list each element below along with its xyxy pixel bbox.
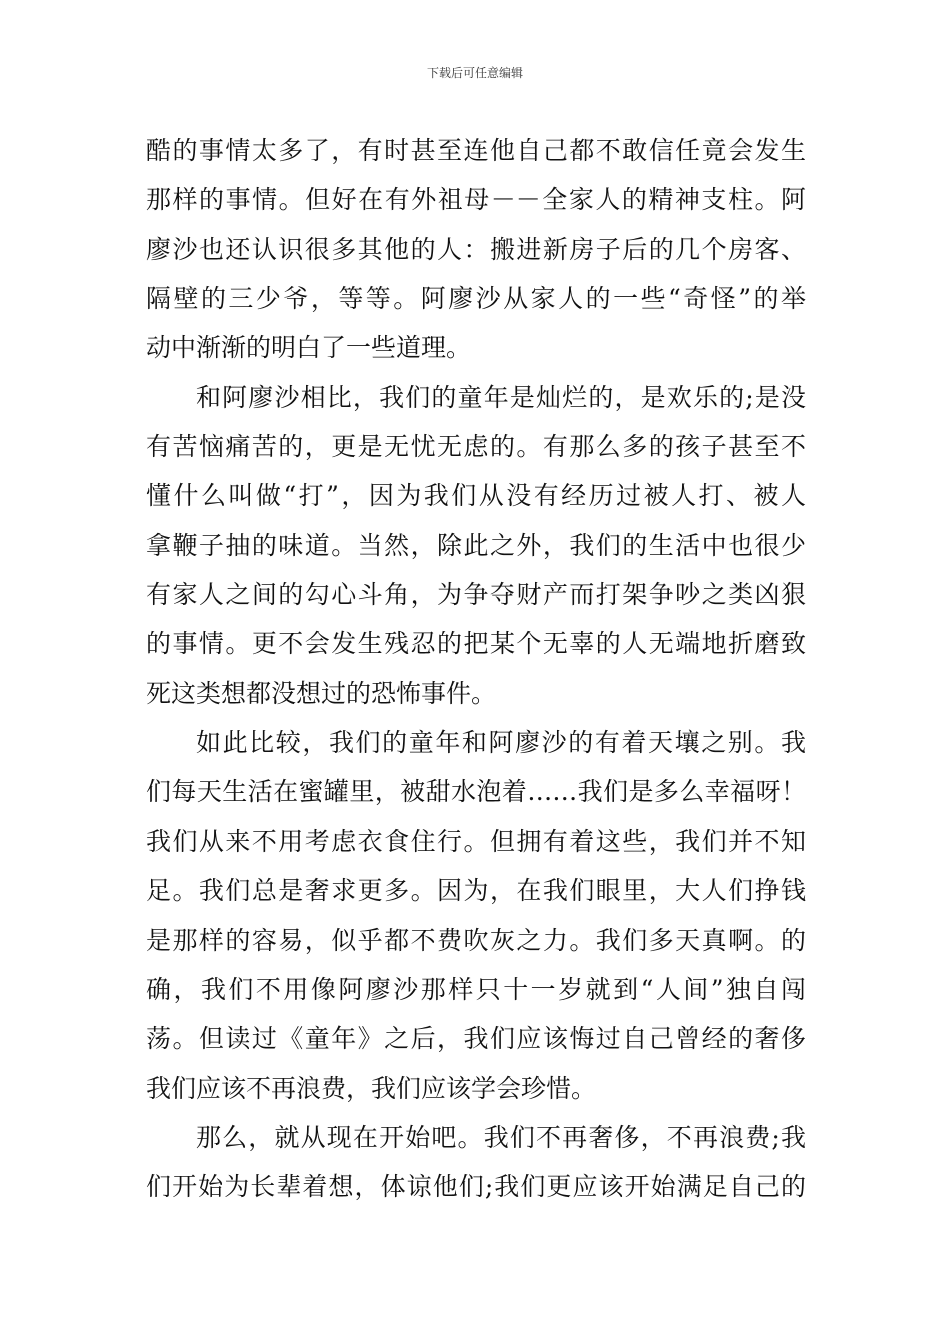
- paragraph: [146, 373, 806, 718]
- text-line: 的事情。更不会发生残忍的把某个无辜的人无端地折磨致: [146, 629, 806, 659]
- text-line: 那么，就从现在开始吧。我们不再奢侈，不再浪费;我: [196, 1122, 806, 1152]
- text-line: 廖沙也还认识很多其他的人：搬进新房子后的几个房客、: [146, 234, 806, 264]
- text-line: 荡。但读过《童年》之后，我们应该悔过自己曾经的奢侈: [146, 1024, 806, 1054]
- text-line: 隔壁的三少爷，等等。阿廖沙从家人的一些“奇怪”的举: [146, 284, 806, 314]
- text-line: 们每天生活在蜜罐里，被甜水泡着……我们是多么幸福呀！: [146, 777, 806, 807]
- text-line: 足。我们总是奢求更多。因为，在我们眼里，大人们挣钱: [146, 876, 806, 906]
- text-line: 我们从来不用考虑衣食住行。但拥有着这些，我们并不知: [146, 826, 806, 856]
- text-line: 那样的事情。但好在有外祖母－－全家人的精神支柱。阿: [146, 185, 806, 215]
- paragraph: [146, 1113, 806, 1212]
- text-line: 拿鞭子抽的味道。当然，除此之外，我们的生活中也很少: [146, 530, 806, 560]
- text-line: 懂什么叫做“打”，因为我们从没有经历过被人打、被人: [146, 481, 806, 511]
- text-line: 如此比较，我们的童年和阿廖沙的有着天壤之别。我: [196, 728, 806, 758]
- paragraph: [146, 718, 806, 1113]
- page-header: 下载后可任意编辑: [426, 66, 523, 80]
- text-line: 动中渐渐的明白了一些道理。: [146, 333, 472, 363]
- paragraph: [146, 126, 806, 373]
- text-line: 我们应该不再浪费，我们应该学会珍惜。: [146, 1073, 597, 1103]
- body-text: [146, 126, 806, 1212]
- text-line: 和阿廖沙相比，我们的童年是灿烂的，是欢乐的;是没: [196, 382, 806, 412]
- text-line: 有苦恼痛苦的，更是无忧无虑的。有那么多的孩子甚至不: [146, 432, 806, 462]
- text-line: 死这类想都没想过的恐怖事件。: [146, 678, 497, 708]
- text-line: 确，我们不用像阿廖沙那样只十一岁就到“人间”独自闯: [146, 974, 806, 1004]
- text-line: 有家人之间的勾心斗角，为争夺财产而打架争吵之类凶狠: [146, 580, 806, 610]
- text-line: 酷的事情太多了，有时甚至连他自己都不敢信任竟会发生: [146, 136, 806, 165]
- text-line: 是那样的容易，似乎都不费吹灰之力。我们多天真啊。的: [146, 925, 806, 955]
- text-line: 们开始为长辈着想，体谅他们;我们更应该开始满足自己的: [146, 1172, 806, 1202]
